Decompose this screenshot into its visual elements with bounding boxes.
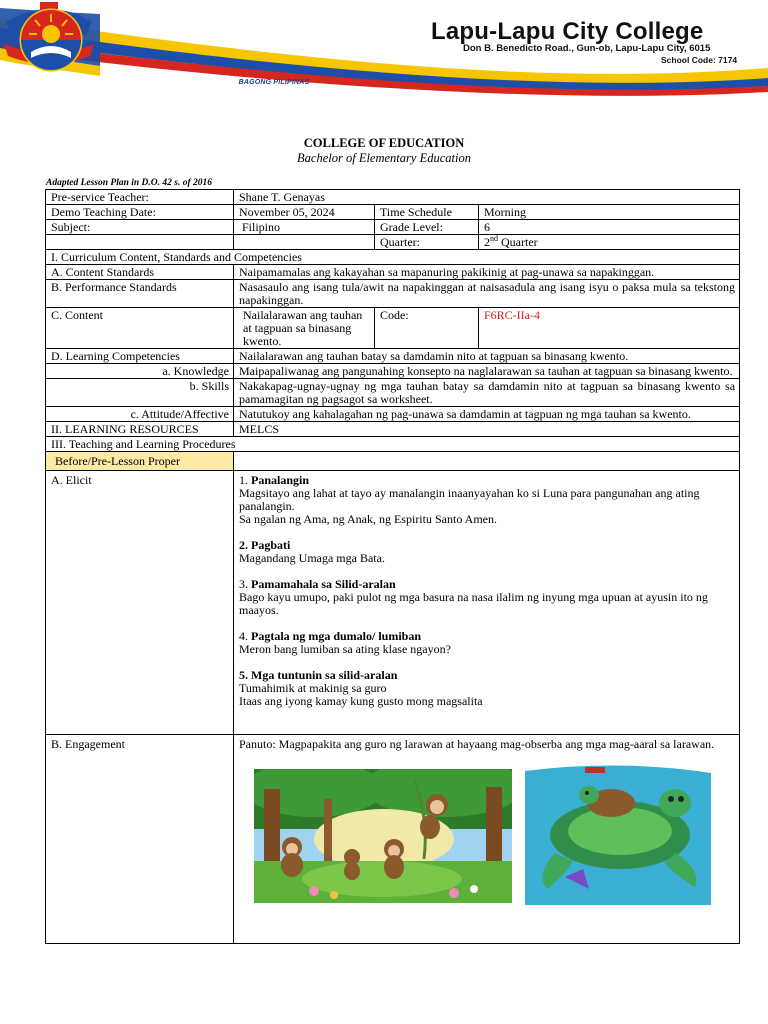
content-label: C. Content xyxy=(46,308,234,349)
table-row xyxy=(46,422,740,437)
program-title: Bachelor of Elementary Education xyxy=(297,151,471,165)
table-row xyxy=(46,437,740,452)
college-address: Don B. Benedicto Road., Gun-ob, Lapu-Lapu City, 6015 xyxy=(463,43,711,54)
table-row xyxy=(46,190,740,205)
elicit-item-attendance: 4. Pagtala ng mga dumalo/ lumiban Meron bang lumiban sa ating klase ngayon? xyxy=(239,629,451,656)
knowledge-label: a. Knowledge xyxy=(46,364,234,379)
performance-standards-value: Nasasaulo ang isang tula/awit na napakinggan at naisasadula ang isang isyu o paksa mula sa tekstong napakinggan. xyxy=(234,280,740,308)
attitude-value: Natutukoy ang kahalagahan ng pag-unawa sa damdamin at tagpuan ng mga tauhan sa kwento. xyxy=(234,407,740,422)
table-row xyxy=(46,308,740,349)
elicit-content xyxy=(234,471,740,735)
table-row xyxy=(46,349,740,364)
elicit-label: A. Elicit xyxy=(46,471,234,735)
grade-value: 6 xyxy=(479,220,740,235)
skills-value: Nakakapag-ugnay-ugnay ng mga tauhan batay sa damdamin nito at tagpuan sa binasang kwento sa pamamagitan ng pagsagot sa worksheet. xyxy=(234,379,740,407)
content-value: Nailalarawan ang tauhan at tagpuan sa binasang kwento. xyxy=(234,308,375,349)
college-name: Lapu-Lapu City College xyxy=(431,18,704,45)
table-row xyxy=(46,364,740,379)
subject-value: Filipino xyxy=(234,220,375,235)
time-value: Morning xyxy=(479,205,740,220)
quarter-value: 2nd Quarter xyxy=(479,235,740,250)
elicit-item-rules: 5. Mga tuntunin sa silid-aralan Tumahimik at makinig sa guro Itaas ang iyong kamay kung gusto mong magsalita xyxy=(239,668,483,708)
table-row xyxy=(46,452,740,471)
content-standards-value: Naipamamalas ang kakayahan sa mapanuring pakikinig at pag-unawa sa napakinggan. xyxy=(234,265,740,280)
school-code: School Code: 7174 xyxy=(661,55,738,65)
table-row xyxy=(46,250,740,265)
competencies-value: Nailalarawan ang tauhan batay sa damdamin nito at tagpuan sa binasang kwento. xyxy=(234,349,740,364)
elicit-item-classroom-management: 3. Pamamahala sa Silid-aralan Bago kayu umupo, paki pulot ng mga basura na nasa ilalim ng inyung mga upuan at ayusin ito ng maayos. xyxy=(239,577,708,617)
department-title: COLLEGE OF EDUCATION xyxy=(303,136,465,150)
table-row xyxy=(46,235,740,250)
skills-label: b. Skills xyxy=(46,379,234,407)
grade-label: Grade Level: xyxy=(375,220,479,235)
table-row xyxy=(46,379,740,407)
engagement-content xyxy=(234,735,740,944)
table-row xyxy=(46,735,740,944)
engagement-instruction: Panuto: Magpapakita ang guro ng larawan at hayaang mag-obserba ang mga mag-aaral sa larawan. xyxy=(239,737,715,751)
table-row xyxy=(46,280,740,308)
attitude-label: c. Attitude/Affective xyxy=(46,407,234,422)
engagement-label: B. Engagement xyxy=(46,735,234,944)
curriculum-heading: I. Curriculum Content, Standards and Competencies xyxy=(46,250,740,265)
competencies-label: D. Learning Competencies xyxy=(46,349,234,364)
pre-lesson-label: Before/Pre-Lesson Proper xyxy=(46,452,234,471)
knowledge-value: Maipapaliwanag ang pangunahing konsepto na naglalarawan sa tauhan at tagpuan sa binasang kwento. xyxy=(234,364,740,379)
performance-standards-label: B. Performance Standards xyxy=(46,280,234,308)
table-row xyxy=(46,471,740,735)
procedures-heading: III. Teaching and Learning Procedures xyxy=(46,437,740,452)
content-standards-label: A. Content Standards xyxy=(46,265,234,280)
bagong-pilipinas-logo-icon xyxy=(0,0,102,78)
engagement-pictures xyxy=(239,769,735,915)
teacher-value: Shane T. Genayas xyxy=(234,190,740,205)
code-value: F6RC-IIa-4 xyxy=(479,308,740,349)
teacher-label: Pre-service Teacher: xyxy=(46,190,234,205)
header-banner xyxy=(0,0,768,100)
lesson-plan-table xyxy=(45,189,740,944)
adapted-note: Adapted Lesson Plan in D.O. 42 s. of 2016 xyxy=(46,178,212,188)
table-row xyxy=(46,407,740,422)
jungle-monkeys-image xyxy=(254,769,512,903)
code-label: Code: xyxy=(375,308,479,349)
date-label: Demo Teaching Date: xyxy=(46,205,234,220)
resources-value: MELCS xyxy=(234,422,740,437)
resources-label: II. LEARNING RESOURCES xyxy=(46,422,234,437)
table-row xyxy=(46,265,740,280)
elicit-item-prayer: 1. Panalangin Magsitayo ang lahat at tayo ay manalangin inaanyayahan ko si Luna para pangunahan ang ating panalangin. Sa ngalan ng Ama, ng Anak, ng Espiritu Santo Amen. xyxy=(239,473,700,526)
elicit-item-greeting: 2. Pagbati Magandang Umaga mga Bata. xyxy=(239,538,385,565)
table-row xyxy=(46,220,740,235)
subject-label: Subject: xyxy=(46,220,234,235)
quarter-label: Quarter: xyxy=(375,235,479,250)
date-value: November 05, 2024 xyxy=(234,205,375,220)
sea-turtles-image xyxy=(525,765,711,905)
bagong-pilipinas-caption: BAGONG PILIPINAS xyxy=(238,79,310,86)
time-label: Time Schedule xyxy=(375,205,479,220)
table-row xyxy=(46,205,740,220)
